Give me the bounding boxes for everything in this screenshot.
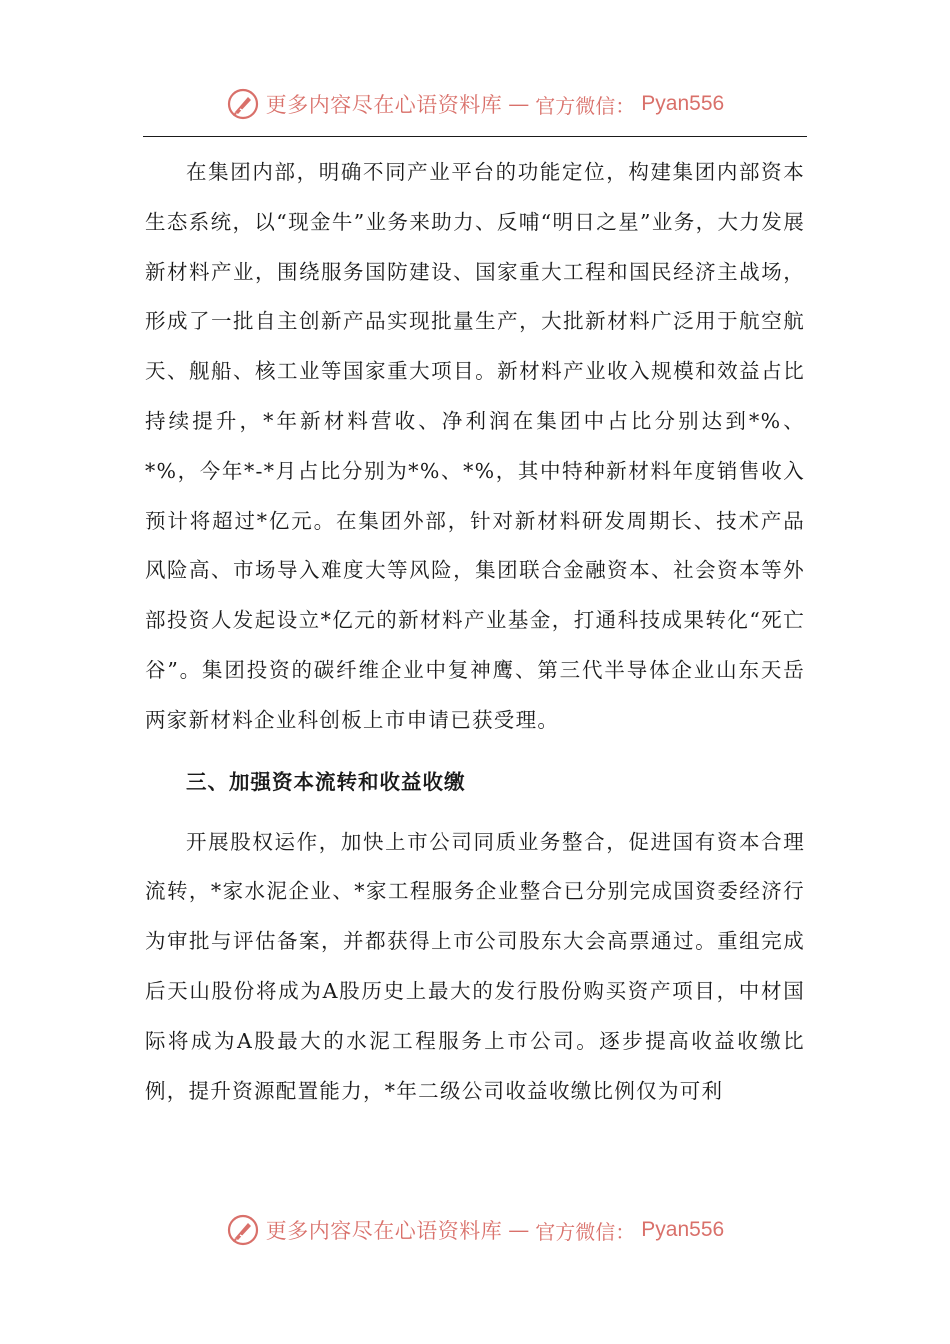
banner-wechat-label: 官方微信： — [535, 93, 636, 118]
body-paragraph-2: 开展股权运作，加快上市公司同质业务整合，促进国有资本合理流转，*家水泥企业、*家工程服务企业整合已分别完成国资委经济行为审批与评估备案，并都获得上市公司股东大会高票通过。重组完成后天山股份将成为A股历史上最大的发行股份购买资产项目，中材国际将成为A股最大的水泥工程服务上市公司。逐步提高收益收缴比例，提升资源配置能力，*年二级公司收益收缴比例仅为可利 — [145, 829, 805, 1103]
banner-wechat-id: Pyan556 — [641, 92, 725, 115]
banner-wechat-label: 官方微信： — [535, 1219, 636, 1244]
body-paragraph-1: 在集团内部，明确不同产业平台的功能定位，构建集团内部资本生态系统，以“现金牛”业务来助力、反哺“明日之星”业务，大力发展新材料产业，围绕服务国防建设、国家重大工程和国民经济主战场，形成了一批自主创新产品实现批量生产，大批新材料广泛用于航空航天、舰船、核工业等国家重大项目。新材料产业收入规模和效益占比持续提升，*年新材料营收、净利润在集团中占比分别达到*%、*%，今年*-*月占比分别为*%、*%，其中特种新材料年度销售收入预计将超过*亿元。在集团外部，针对新材料研发周期长、技术产品风险高、市场导入难度大等风险，集团联合金融资本、社会资本等外部投资人发起设立*亿元的新材料产业基金，打通科技成果转化“死亡谷”。集团投资的碳纤维企业中复神鹰、第三代半导体企业山东天岳两家新材料企业科创板上市申请已获受理。 — [145, 160, 805, 732]
banner-site-text: 更多内容尽在心语资料库 — [265, 1219, 503, 1243]
footer-banner — [0, 1210, 950, 1250]
section-heading-3: 三、加强资本流转和收益收缴 — [186, 769, 466, 794]
document-body — [145, 148, 805, 1116]
header-divider — [143, 136, 807, 137]
pen-logo-icon — [226, 87, 260, 121]
banner-wechat-id: Pyan556 — [641, 1218, 725, 1241]
banner-dash: — — [508, 92, 530, 116]
banner-dash: — — [508, 1218, 530, 1242]
pen-logo-icon — [226, 1213, 260, 1247]
header-banner — [0, 84, 950, 124]
banner-site-text: 更多内容尽在心语资料库 — [265, 93, 503, 117]
